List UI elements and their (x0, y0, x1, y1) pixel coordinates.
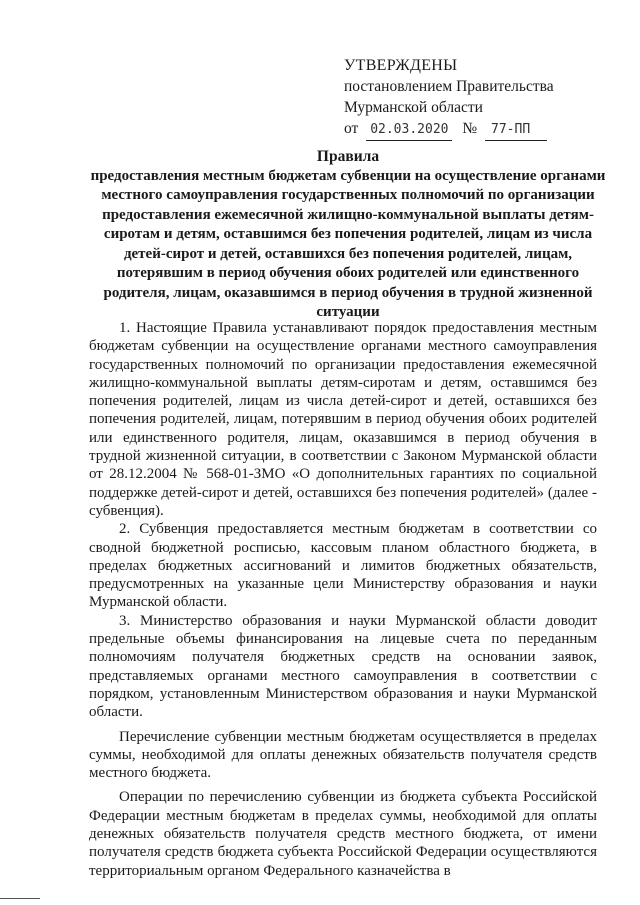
title-main: Правила (316, 148, 380, 165)
paragraph-5: Операции по перечислению субвенции из бюджета субъекта Российской Федерации местным бюджетам в пределах суммы, необходимой для оплаты денежных обязательств получателя средств местного бюджета, от имени получателя средств бюджета субъекта Российской Федерации осуществляются территориальным органом Федерального казначейства в (89, 789, 597, 879)
document-body (89, 319, 597, 880)
approval-line-2: Мурманской области (344, 99, 483, 116)
approval-number: 77-ПП (485, 119, 547, 141)
approval-number-label: № (462, 120, 478, 137)
approval-from-label: от (344, 120, 359, 137)
approval-heading: УТВЕРЖДЕНЫ (344, 57, 458, 74)
paragraph-2: 2. Субвенция предоставляется местным бюджетам в соответствии со сводной бюджетной росписью, кассовым планом областного бюджета, в пределах бюджетных ассигнований и лимитов бюджетных обязательств, предусмотренных на указанные цели Министерству образования и науки Мурманской области. (89, 521, 597, 611)
title-subtitle: предоставления местным бюджетам субвенции на осуществление органами местного самоуправления государственных полномочий по организации предоставления ежемесячной жилищно-коммунальной выплаты детям-сиротам и детям, оставшимся без попечения родителей, лицам из числа детей-сирот и детей, оставшихся без попечения родителей, лицам, потерявшим в период обучения обоих родителей или единственного родителя, лицам, оказавшимся в период обучения в трудной жизненной ситуации (90, 167, 606, 320)
paragraph-4: Перечисление субвенции местным бюджетам осуществляется в пределах суммы, необходимой для оплаты денежных обязательств получателя средств местного бюджета. (89, 728, 597, 782)
paragraph-3: 3. Министерство образования и науки Мурманской области доводит предельные объемы финансирования на лицевые счета по переданным полномочиям получателя бюджетных средств на основании заявок, представляемых органами местного самоуправления в соответствии с порядком, установленным Министерством образования и науки Мурманской области. (89, 612, 597, 721)
paragraph-1: 1. Настоящие Правила устанавливают порядок предоставления местным бюджетам субвенции на осуществление органами местного самоуправления государственных полномочий по организации предоставления ежемесячной жилищно-коммунальной выплаты детям-сиротам и детям, оставшимся без попечения родителей, лицам из числа детей-сирот и детей, оставшихся без попечения родителей, лицам, потерявшим в период обучения обоих родителей или единственного родителя, лицам, оказавшимся в период обучения в трудной жизненной ситуации, в соответствии с Законом Мурманской области от 28.12.2004 № 568-01-ЗМО «О дополнительных гарантиях по социальной поддержке детей-сирот и детей, оставшихся без попечения родителей» (далее - субвенция). (89, 320, 597, 519)
footer-divider (0, 898, 40, 899)
approval-date: 02.03.2020 (366, 119, 452, 141)
approval-block (344, 55, 614, 141)
approval-line-1: постановлением Правительства (344, 78, 554, 95)
approval-date-line (344, 118, 614, 141)
document-title (86, 147, 610, 323)
